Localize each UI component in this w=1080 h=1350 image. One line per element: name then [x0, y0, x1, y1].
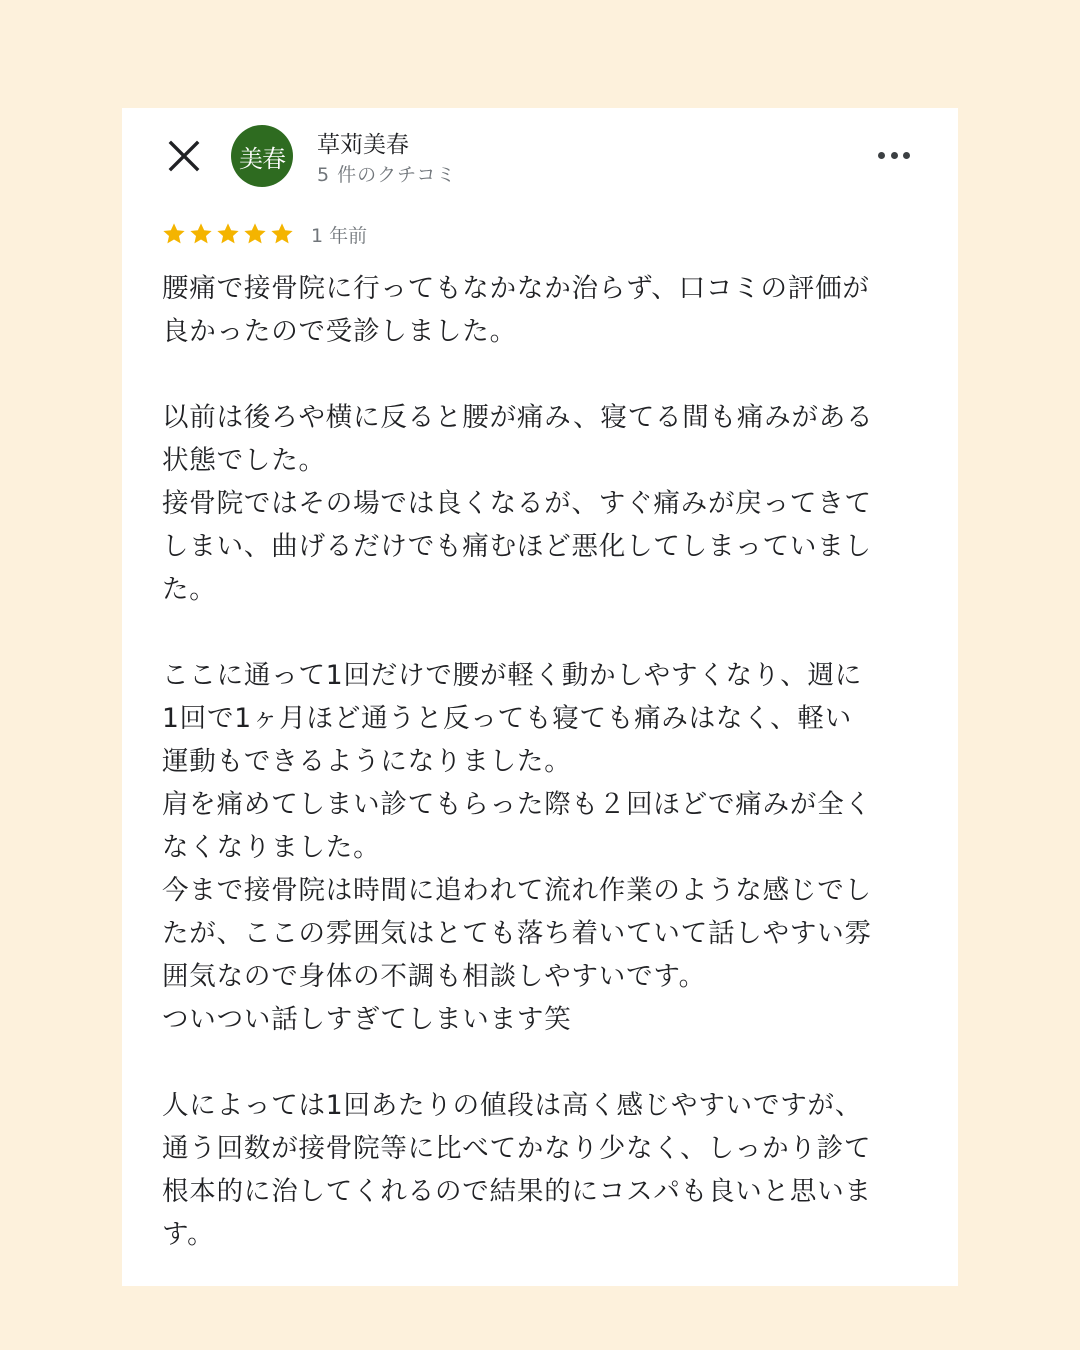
review-card: [122, 108, 958, 1286]
more-horizontal-icon: [878, 152, 910, 159]
review-line: す。: [162, 1219, 215, 1250]
review-line: しまい、曲げるだけでも痛むほど悪化してしまっていまし: [162, 531, 872, 562]
rating-row: [161, 218, 367, 250]
star-icon: [188, 221, 214, 247]
review-line: た。: [162, 574, 217, 605]
review-date: 1 年前: [311, 224, 368, 247]
review-line: 良かったので受診しました。: [162, 316, 517, 347]
star-icon: [242, 221, 268, 247]
star-icon: [269, 221, 295, 247]
review-line: [162, 611, 932, 654]
review-line: ここに通って1回だけで腰が軽く動かしやすくなり、週に: [162, 660, 863, 691]
star-icon: [215, 221, 241, 247]
review-line: 人によっては1回あたりの値段は高く感じやすいですが、: [162, 1090, 863, 1121]
review-line: 状態でした。: [162, 445, 326, 476]
review-line: [162, 1041, 932, 1084]
review-line: たが、ここの雰囲気はとても落ち着いていて話しやすい雰: [162, 918, 872, 949]
review-line: 囲気なので身体の不調も相談しやすいです。: [162, 961, 706, 992]
review-line: 1回で1ヶ月ほど通うと反っても寝ても痛みはなく、軽い: [162, 703, 852, 734]
star-icon: [161, 221, 187, 247]
review-text: [162, 267, 932, 1256]
review-line: 今まで接骨院は時間に追われて流れ作業のような感じでし: [162, 875, 872, 906]
review-line: 肩を痛めてしまい診てもらった際も２回ほどで痛みが全く: [162, 789, 872, 820]
reviewer-name[interactable]: 草苅美春: [317, 132, 409, 158]
avatar-initials: 美春: [239, 144, 285, 173]
review-line: 腰痛で接骨院に行ってもなかなか治らず、口コミの評価が: [162, 273, 870, 304]
review-line: 以前は後ろや横に反ると腰が痛み、寝てる間も痛みがある: [162, 402, 874, 433]
avatar[interactable]: [231, 125, 293, 187]
review-line: なくなりました。: [162, 832, 381, 863]
review-line: ついつい話しすぎてしまいます笑: [162, 1004, 572, 1035]
review-count: 5 件のクチコミ: [317, 164, 457, 186]
review-line: 通う回数が接骨院等に比べてかなり少なく、しっかり診て: [162, 1133, 872, 1164]
close-button[interactable]: [166, 138, 202, 174]
review-line: 根本的に治してくれるので結果的にコスパも良いと思いま: [162, 1176, 872, 1207]
close-icon: [166, 138, 202, 174]
review-line: 接骨院ではその場では良くなるが、すぐ痛みが戻ってきて: [162, 488, 872, 519]
star-rating: [161, 221, 295, 247]
review-line: 運動もできるようになりました。: [162, 746, 572, 777]
review-line: [162, 353, 932, 396]
more-options-button[interactable]: [874, 142, 914, 168]
